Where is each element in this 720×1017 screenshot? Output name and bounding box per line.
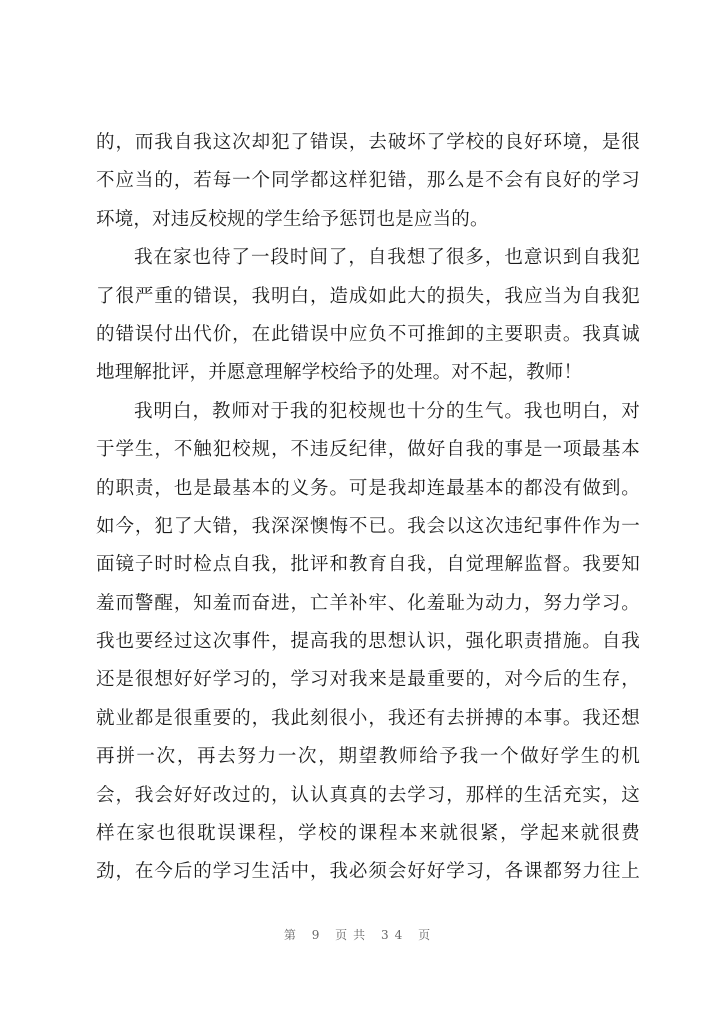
text-line: 于学生，不触犯校规，不违反纪律，做好自我的事是一项最基本 <box>96 439 640 461</box>
text-line: 我也要经过这次事件，提高我的思想认识，强化职责措施。自我 <box>96 631 640 653</box>
text-line: 地理解批评，并愿意理解学校给予的处理。对不起，教师！ <box>96 362 583 384</box>
text-line: 环境，对违反校规的学生给予惩罚也是应当的。 <box>96 208 489 230</box>
text-line: 的，而我自我这次却犯了错误，去破坏了学校的良好环境，是很 <box>96 132 640 153</box>
paragraph-first-line: 我在家也待了一段时间了，自我想了很多，也意识到自我犯 <box>134 247 640 269</box>
text-line: 再拼一次，再去努力一次，期望教师给予我一个做好学生的机 <box>96 746 640 768</box>
text-line: 会，我会好好改过的，认认真真的去学习，那样的生活充实，这 <box>96 784 640 806</box>
text-line: 了很严重的错误，我明白，造成如此大的损失，我应当为自我犯 <box>96 285 640 307</box>
text-line: 还是很想好好学习的，学习对我来是最重要的，对今后的生存， <box>96 669 640 691</box>
text-line: 羞而警醒，知羞而奋进，亡羊补牢、化羞耻为动力，努力学习。 <box>96 592 640 614</box>
text-line: 就业都是很重要的，我此刻很小，我还有去拼搏的本事。我还想 <box>96 707 640 729</box>
page-number-footer: 第 9 页共 34 页 <box>283 928 437 942</box>
text-line: 劲，在今后的学习生活中，我必须会好好学习，各课都努力往上 <box>96 861 640 883</box>
text-line: 如今，犯了大错，我深深懊悔不已。我会以这次违纪事件作为一 <box>96 515 640 537</box>
text-line: 不应当的，若每一个同学都这样犯错，那么是不会有良好的学习 <box>96 170 640 192</box>
text-line: 的错误付出代价，在此错误中应负不可推卸的主要职责。我真诚 <box>96 323 640 345</box>
paragraph-first-line: 我明白，教师对于我的犯校规也十分的生气。我也明白，对 <box>134 400 640 422</box>
body-text <box>96 124 640 892</box>
text-line: 样在家也很耽误课程，学校的课程本来就很紧，学起来就很费 <box>96 823 640 845</box>
text-line: 的职责，也是最基本的义务。可是我却连最基本的都没有做到。 <box>96 477 640 499</box>
text-line: 面镜子时时检点自我，批评和教育自我，自觉理解监督。我要知 <box>96 554 640 576</box>
